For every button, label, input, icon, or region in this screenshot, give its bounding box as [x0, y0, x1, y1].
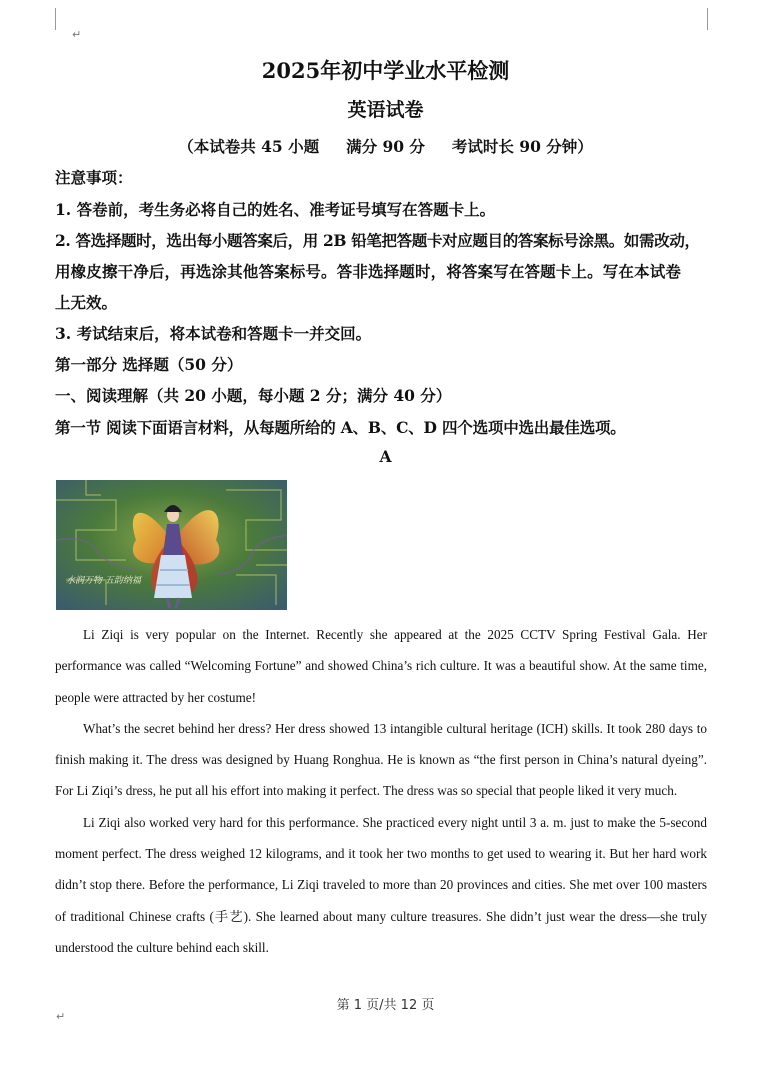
exam-subject: 英语试卷: [347, 99, 424, 121]
passage-text: [55, 619, 707, 963]
passage-paragraph-3: Li Ziqi also worked very hard for this performance. She practiced every night until 3 a. m. just to make the 5-second moment perfect. The dress weighed 12 kilograms, and it took her two months to get used to wearing it. But her hard work didn’t stop there. Before the performance, Li Ziqi traveled to more than 20 provinces and cities. She met over 100 masters of traditional Chinese crafts (手艺). She learned about many culture treasures. She didn’t just wear the dress—she truly understood the culture behind each skill.: [55, 814, 707, 955]
crop-mark-right: [707, 8, 708, 30]
exam-title: 2025年初中学业水平检测: [261, 58, 510, 83]
performance-photo-drawing: [56, 480, 287, 610]
notice-item-3: 3. 考试结束后，将本试卷和答题卡一并交回。: [55, 324, 372, 343]
notice-item-2-line-2: 用橡皮擦干净后，再选涂其他答案标号。答非选择题时，将答案写在答题卡上。写在本试卷: [55, 262, 682, 281]
reading-heading: 一、阅读理解（共 20 小题，每小题 2 分；满分 40 分）: [55, 386, 452, 405]
paragraph-mark-icon: ↵: [72, 28, 82, 41]
notice-item-2-line-1: 2. 答选择题时，选出每小题答案后，用 2B 铅笔把答题卡对应题目的答案标号涂黑。如需改动，: [55, 231, 700, 250]
part-heading: 第一部分 选择题（50 分）: [55, 355, 243, 374]
passage-label: A: [379, 447, 392, 466]
section-heading: 第一节 阅读下面语言材料，从每题所给的 A、B、C、D 四个选项中选出最佳选项。: [55, 418, 626, 437]
passage-paragraph-2: What’s the secret behind her dress? Her dress showed 13 intangible cultural heritage (ICH) skills. It took 280 days to finish making it. The dress was designed by Huang Ronghua. He is known as “the first person in China’s natural dyeing”. For Li Ziqi’s dress, he put all his effort into making it perfect. The dress was so special that people liked it very much.: [55, 720, 707, 799]
notice-heading: 注意事项：: [55, 168, 133, 187]
passage-paragraph-1: Li Ziqi is very popular on the Internet. Recently she appeared at the 2025 CCTV Spring Festival Gala. Her performance was called “Welcoming Fortune” and showed China’s rich culture. It was a beautiful show. At the same time, people were attracted by her costume!: [55, 627, 707, 705]
photo-caption: 水润万物 五韵纳福: [66, 576, 141, 586]
crop-mark-left: [55, 8, 56, 30]
notice-item-2-line-3: 上无效。: [55, 293, 118, 312]
notice-item-1: 1. 答卷前，考生务必将自己的姓名、准考证号填写在答题卡上。: [55, 200, 496, 219]
performance-photo: [56, 480, 287, 610]
exam-info: （本试卷共 45 小题 满分 90 分 考试时长 90 分钟）: [178, 137, 593, 156]
page-footer: 第 1 页/共 12 页: [336, 998, 435, 1013]
paragraph-mark-icon: ↵: [56, 1010, 66, 1023]
